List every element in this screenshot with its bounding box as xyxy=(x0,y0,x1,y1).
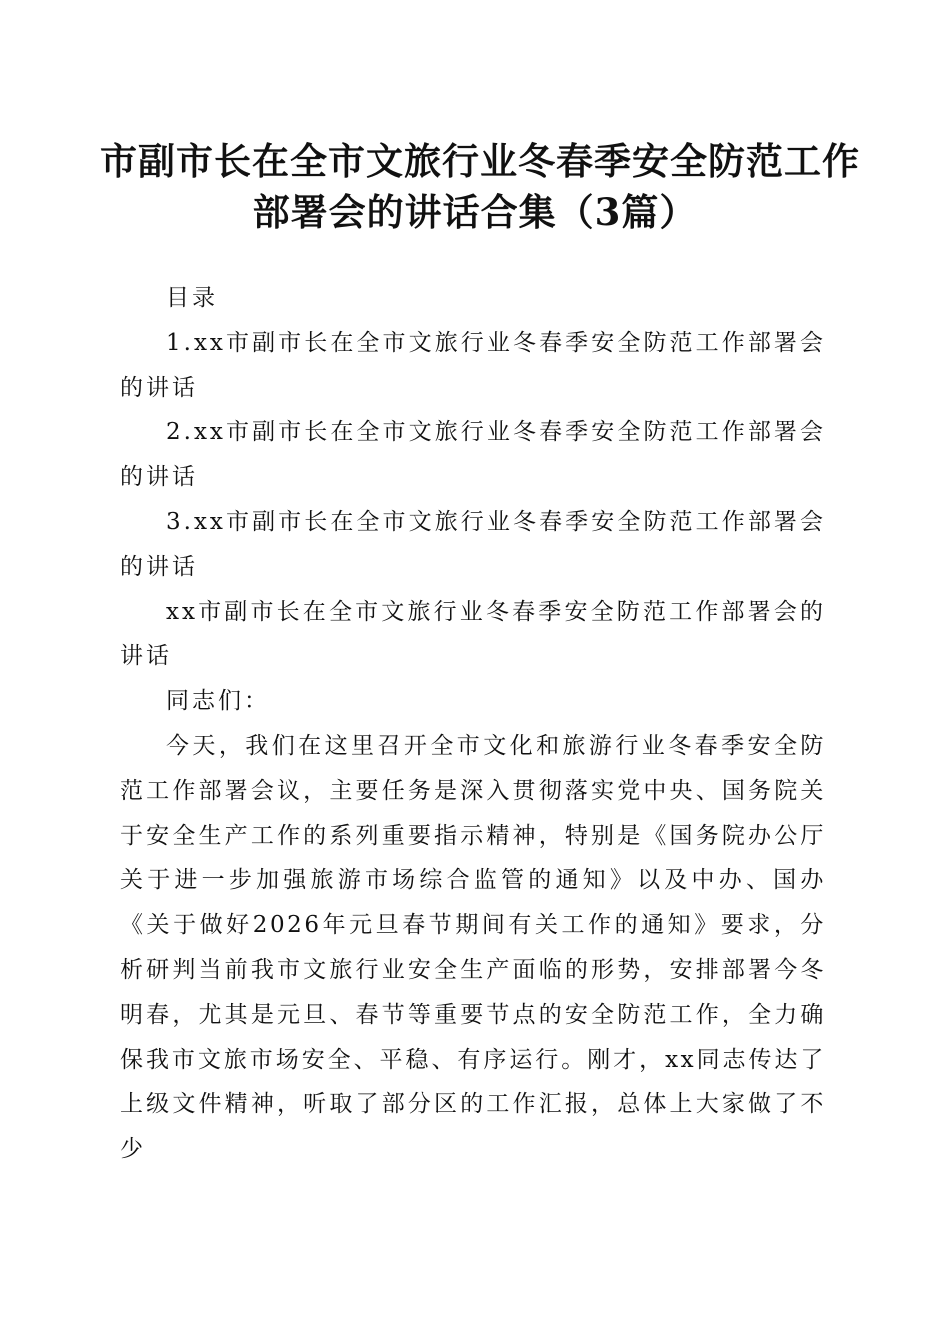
document-title-line-1: 市副市长在全市文旅行业冬春季安全防范工作 xyxy=(100,139,860,183)
toc-item-2: 2.xx市副市长在全市文旅行业冬春季安全防范工作部署会的讲话 xyxy=(120,419,826,491)
document-title-line-2: 部署会的讲话合集（3篇） xyxy=(252,190,698,234)
speech-title: xx市副市长在全市文旅行业冬春季安全防范工作部署会的讲话 xyxy=(120,598,826,670)
document-body xyxy=(120,276,826,1172)
body-paragraph-1: 今天，我们在这里召开全市文化和旅游行业冬春季安全防范工作部署会议，主要任务是深入贯彻落实党中央、国务院关于安全生产工作的系列重要指示精神，特别是《国务院办公厅关于进一步加强旅游市场综合监管的通知》以及中办、国办《关于做好2026年元旦春节期间有关工作的通知》要求，分析研判当前我市文旅行业安全生产面临的形势，安排部署今冬明春，尤其是元旦、春节等重要节点的安全防范工作，全力确保我市文旅市场安全、平稳、有序运行。刚才，xx同志传达了上级文件精神，听取了部分区的工作汇报，总体上大家做了不少 xyxy=(120,732,826,1163)
toc-heading: 目录 xyxy=(166,285,218,311)
toc-item-1: 1.xx市副市长在全市文旅行业冬春季安全防范工作部署会的讲话 xyxy=(120,329,826,401)
document-title xyxy=(100,136,860,238)
toc-item-3: 3.xx市副市长在全市文旅行业冬春季安全防范工作部署会的讲话 xyxy=(120,508,826,580)
salutation: 同志们： xyxy=(166,688,270,715)
